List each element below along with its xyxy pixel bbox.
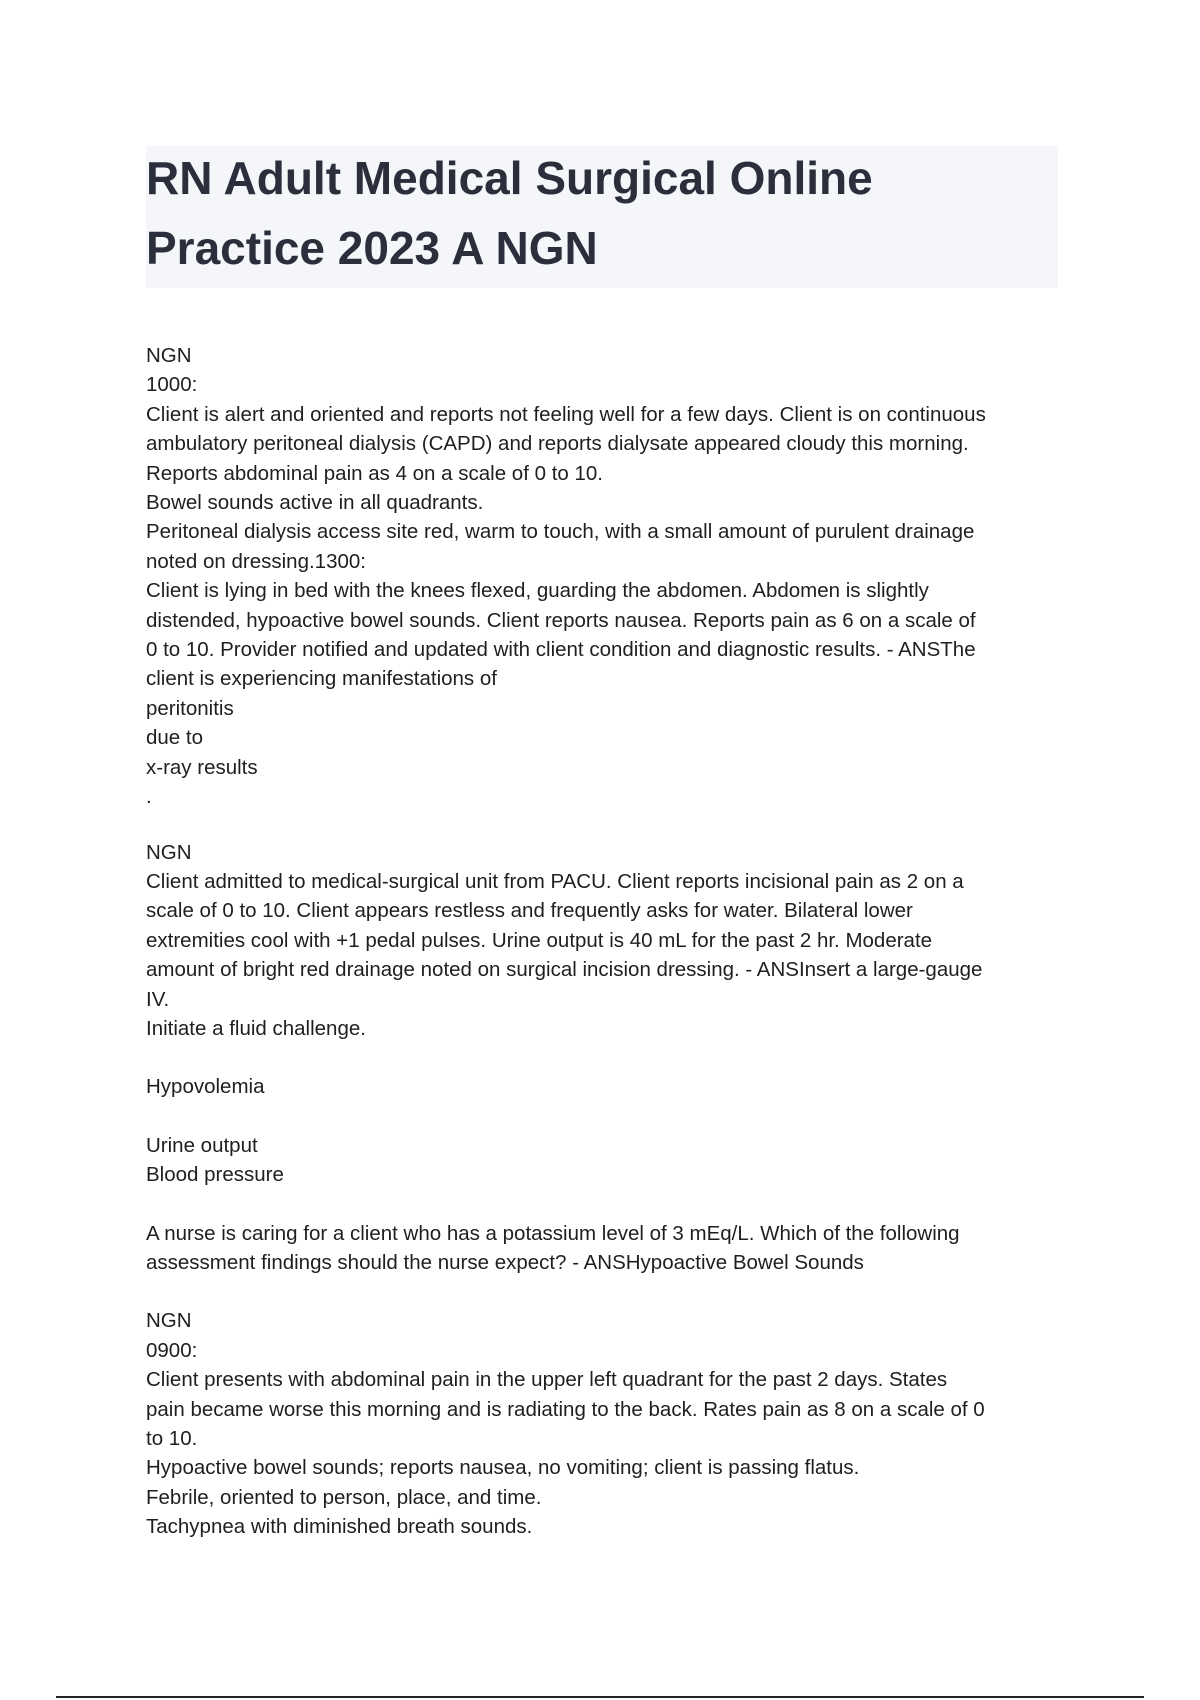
spacer xyxy=(146,1043,1066,1072)
answer-line: Urine output xyxy=(146,1133,258,1157)
text-line: 0900: xyxy=(146,1338,198,1362)
document-body xyxy=(146,341,1066,1542)
text-line: Febrile, oriented to person, place, and time. xyxy=(146,1485,542,1509)
text-line: assessment findings should the nurse expect? - ANSHypoactive Bowel Sounds xyxy=(146,1250,864,1274)
text-line: pain became worse this morning and is radiating to the back. Rates pain as 8 on a scale of 0 xyxy=(146,1397,985,1421)
text-line: to 10. xyxy=(146,1427,198,1450)
text-line: Hypoactive bowel sounds; reports nausea, no vomiting; client is passing flatus. xyxy=(146,1456,860,1480)
text-line: A nurse is caring for a client who has a potassium level of 3 mEq/L. Which of the following xyxy=(146,1221,960,1245)
text-line: ambulatory peritoneal dialysis (CAPD) and reports dialysate appeared cloudy this morning. xyxy=(146,432,969,456)
text-line: distended, hypoactive bowel sounds. Client reports nausea. Reports pain as 6 on a scale of xyxy=(146,608,976,632)
text-line: Client is alert and oriented and reports not feeling well for a few days. Client is on continuous xyxy=(146,402,986,426)
text-line: Client presents with abdominal pain in the upper left quadrant for the past 2 days. States xyxy=(146,1368,948,1392)
title-line-1: RN Adult Medical Surgical Online xyxy=(146,152,873,204)
question-block-1 xyxy=(146,341,1066,812)
text-line: Initiate a fluid challenge. xyxy=(146,1016,366,1040)
text-line: NGN xyxy=(146,1309,192,1333)
spacer xyxy=(146,812,1066,838)
text-line: Client is lying in bed with the knees flexed, guarding the abdomen. Abdomen is slightly xyxy=(146,579,929,603)
question-block-4 xyxy=(146,1306,1066,1541)
spacer xyxy=(146,1277,1066,1306)
page-bottom-divider xyxy=(56,1696,1144,1698)
text-line: extremities cool with +1 pedal pulses. Urine output is 40 mL for the past 2 hr. Moderate xyxy=(146,928,933,952)
text-line: noted on dressing.1300: xyxy=(146,549,366,573)
text-line: peritonitis xyxy=(146,696,234,720)
text-line: IV. xyxy=(146,987,170,1011)
text-line: Client admitted to medical-surgical unit from PACU. Client reports incisional pain as 2 on a xyxy=(146,869,964,893)
text-line: NGN xyxy=(146,344,192,367)
answer-line: Hypovolemia xyxy=(146,1075,265,1099)
document-title xyxy=(146,143,1046,283)
text-line: scale of 0 to 10. Client appears restless and frequently asks for water. Bilateral lower xyxy=(146,899,913,923)
text-line: Reports abdominal pain as 4 on a scale of 0 to 10. xyxy=(146,461,603,485)
spacer xyxy=(146,1190,1066,1219)
question-block-2 xyxy=(146,838,1066,1190)
text-line: Peritoneal dialysis access site red, warm to touch, with a small amount of purulent drainage xyxy=(146,520,975,544)
title-line-2: Practice 2023 A NGN xyxy=(146,222,598,274)
text-line: client is experiencing manifestations of xyxy=(146,667,497,691)
text-line: x-ray results xyxy=(146,755,258,779)
text-line: amount of bright red drainage noted on surgical incision dressing. - ANSInsert a large-gauge xyxy=(146,958,983,982)
question-block-3 xyxy=(146,1219,1066,1278)
text-line: NGN xyxy=(146,840,192,864)
spacer xyxy=(146,1102,1066,1131)
text-line: 1000: xyxy=(146,373,198,397)
text-line: due to xyxy=(146,726,203,750)
text-line: 0 to 10. Provider notified and updated with client condition and diagnostic results. - ANSThe xyxy=(146,638,976,662)
answer-line: Blood pressure xyxy=(146,1163,284,1187)
text-line: Bowel sounds active in all quadrants. xyxy=(146,491,484,515)
text-line: Tachypnea with diminished breath sounds. xyxy=(146,1515,533,1539)
text-line: . xyxy=(146,785,152,809)
